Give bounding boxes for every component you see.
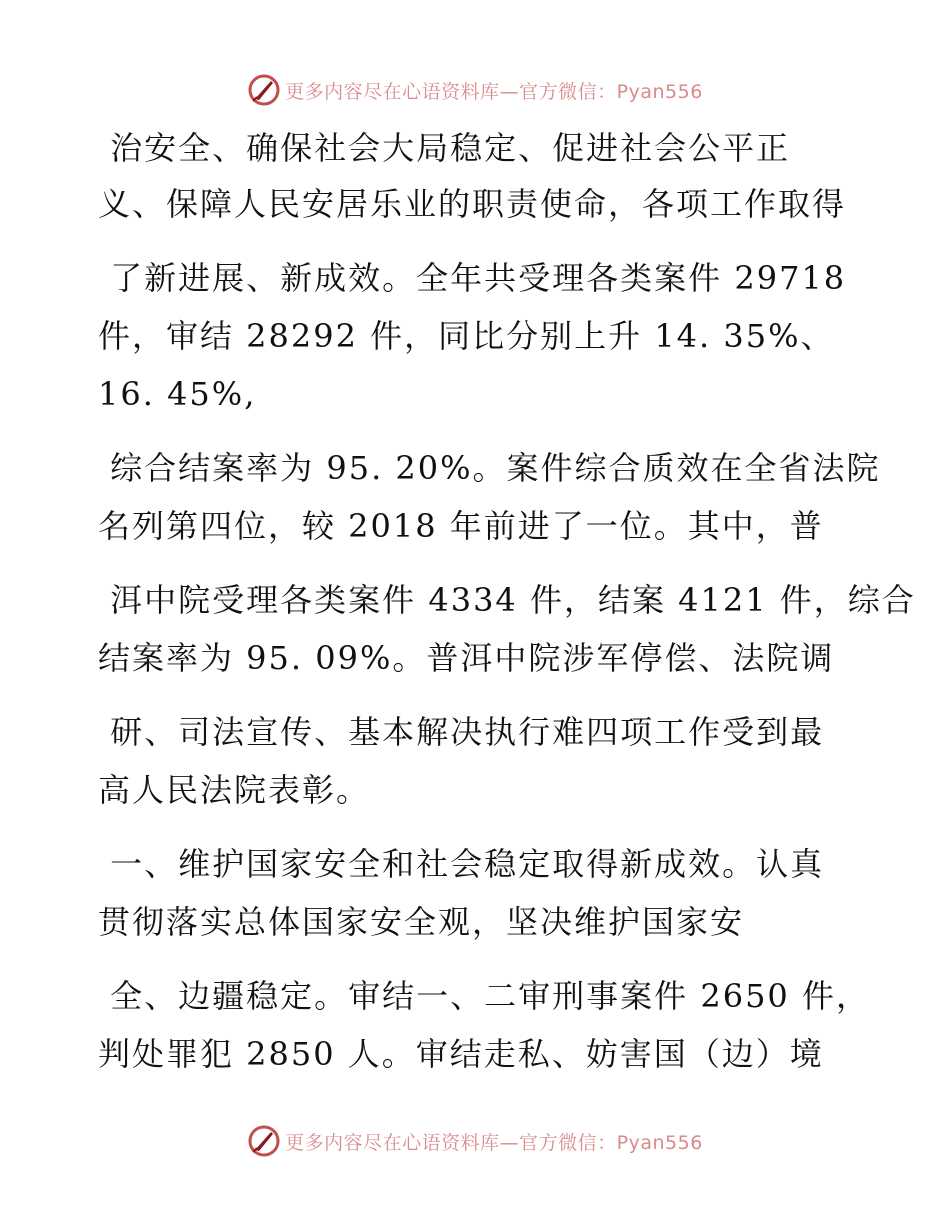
text-line: 贯彻落实总体国家安全观，坚决维护国家安: [98, 903, 745, 941]
watermark-header: [0, 70, 950, 110]
text-line: 综合结案率为 95. 20%。案件综合质效在全省法院: [98, 449, 881, 487]
text-line: 16. 45%,: [98, 375, 257, 413]
text-line: 治安全、确保社会大局稳定、促进社会公平正: [98, 129, 791, 167]
text-line: 判处罪犯 2850 人。审结走私、妨害国（边）境: [98, 1035, 824, 1073]
text-line: 洱中院受理各类案件 4334 件，结案 4121 件，综合: [98, 581, 916, 619]
text-line: 一、维护国家安全和社会稳定取得新成效。认真: [98, 845, 825, 883]
text-line: 了新进展、新成效。全年共受理各类案件 29718: [98, 259, 847, 297]
watermark-footer: [0, 1121, 950, 1161]
watermark-text: 更多内容尽在心语资料库—官方微信：Pyan556: [285, 80, 703, 103]
text-line: 全、边疆稳定。审结一、二审刑事案件 2650 件，: [98, 977, 870, 1015]
text-line: 结案率为 95. 09%。普洱中院涉军停偿、法院调: [98, 639, 835, 677]
text-line: 件，审结 28292 件，同比分别上升 14. 35%、: [98, 317, 835, 355]
quill-logo-icon: [247, 1124, 281, 1158]
text-line: 名列第四位，较 2018 年前进了一位。其中，普: [98, 507, 824, 545]
text-line: 研、司法宣传、基本解决执行难四项工作受到最: [98, 713, 825, 751]
watermark-text: 更多内容尽在心语资料库—官方微信：Pyan556: [285, 1131, 703, 1154]
quill-logo-icon: [247, 73, 281, 107]
text-line: 义、保障人民安居乐业的职责使命，各项工作取得: [98, 185, 847, 223]
text-line: 高人民法院表彰。: [98, 771, 371, 809]
